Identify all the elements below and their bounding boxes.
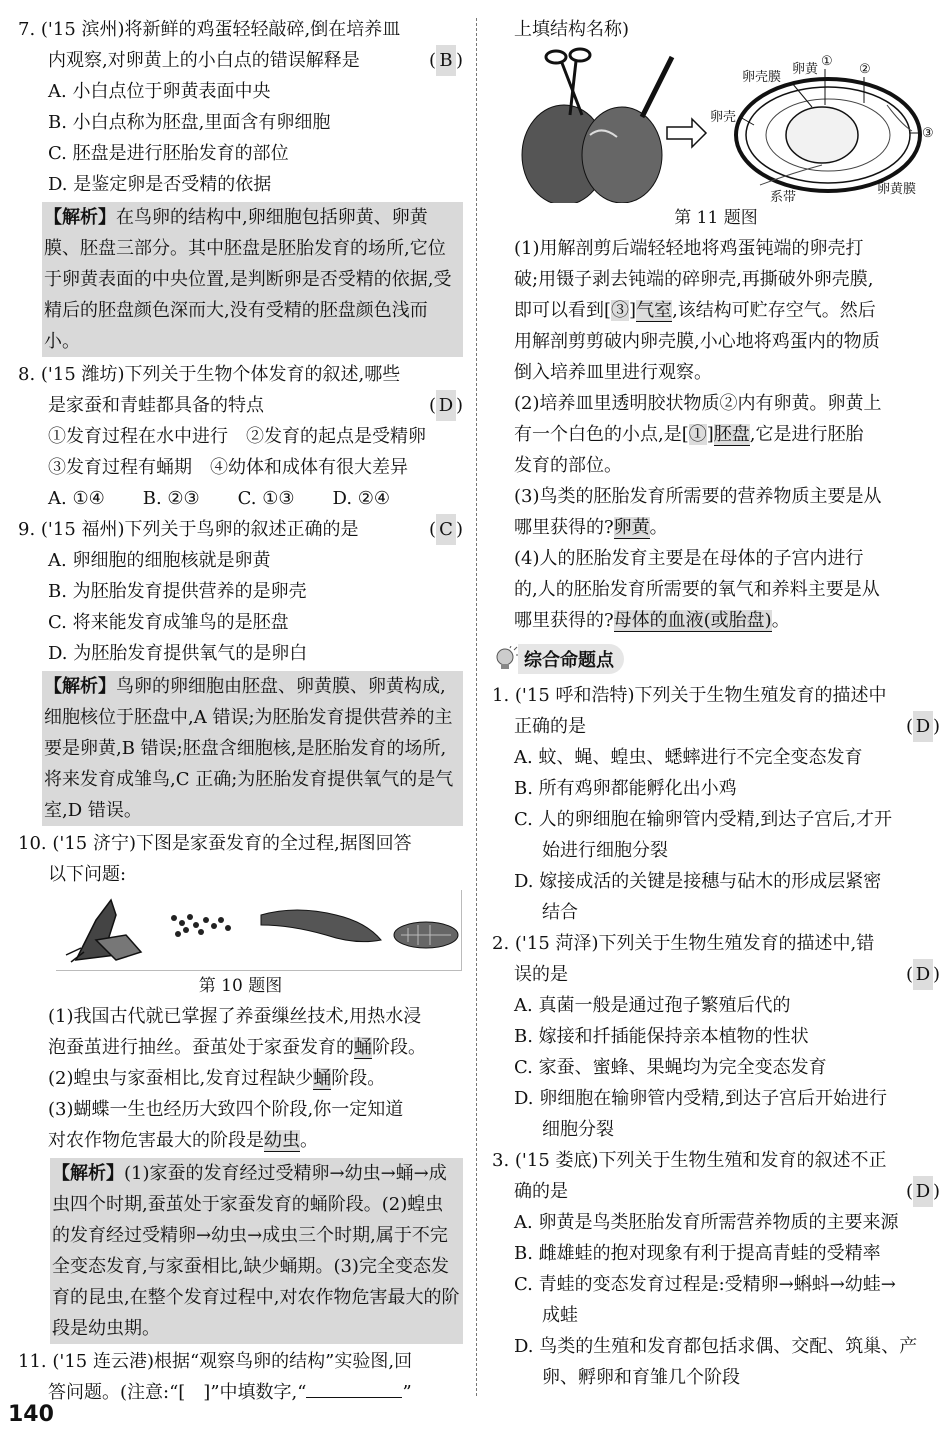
c3-stem-line2: 确的是 <box>514 1181 568 1202</box>
section-header <box>492 642 940 676</box>
q11-stem-line1: 11. ('15 连云港)根据“观察鸟卵的结构”实验图,回 <box>18 1351 413 1372</box>
c2-stem-line2: 误的是 <box>514 964 568 985</box>
q11-p1-line4: 用解剖剪剪破内卵壳膜,小心地将鸡蛋内的物质 <box>514 331 880 352</box>
c3-option-d1: D. 鸟类的生殖和发育都包括求偶、交配、筑巢、产 <box>514 1336 918 1357</box>
question-10 <box>18 828 463 1344</box>
q11-stem-line2: 答问题。(注意:“[ ]”中填数字,“ <box>48 1382 307 1403</box>
q9-answer: C <box>436 514 456 545</box>
c3-stem-line1: 3. ('15 娄底)下列关于生物生殖和发育的叙述不正 <box>492 1150 887 1171</box>
c1-stem-line1: 1. ('15 呼和浩特)下列关于生物生殖发育的描述中 <box>492 685 887 706</box>
larva-icon <box>261 910 381 942</box>
combined-question-2: 2. ('15 菏泽)下列关于生物生殖发育的描述中,错 误的是 ( D ) A. 真菌一般是通过孢子繁殖后代的 B. 嫁接和扦插能保持亲本植物的性状 C. 家蚕、蜜蜂、果蝇均为完全变态发育 D. 卵细胞在输卵管内受精,到达子宫后开始进行 细胞分裂 <box>492 928 940 1145</box>
q10-p1-line1: (1)我国古代就已掌握了养蚕缫丝技术,用热水浸 <box>48 1006 422 1027</box>
c2-option-d2: 细胞分裂 <box>542 1119 614 1140</box>
c1-option-b: B. 所有鸡卵都能孵化出小鸡 <box>514 778 737 799</box>
q11-p2-line2b: ,它是进行胚胎 <box>749 424 864 445</box>
question-11 <box>18 1346 463 1408</box>
c2-stem-line1: 2. ('15 菏泽)下列关于生物生殖发育的描述中,错 <box>492 933 875 954</box>
label-chalaza: 系带 <box>770 190 797 203</box>
q11-p4-end: 。 <box>771 610 790 631</box>
q11-stem-cont: 上填结构名称) <box>514 19 630 40</box>
c3-option-c2: 成蛙 <box>542 1305 578 1326</box>
c3-option-a: A. 卵黄是鸟类胚胎发育所需营养物质的主要来源 <box>514 1212 899 1233</box>
q8-option-c: C. ①③ <box>237 488 295 509</box>
explain-label: 【解析】 <box>44 207 116 228</box>
q11-p2-line3: 发育的部位。 <box>514 455 622 476</box>
egg-structure-figure <box>492 45 940 203</box>
c2-option-b: B. 嫁接和扦插能保持亲本植物的性状 <box>514 1026 809 1047</box>
q9-stem: 9. ('15 福州)下列关于鸟卵的叙述正确的是 <box>18 519 359 540</box>
egg-cross-section <box>736 79 920 191</box>
c1-option-d2: 结合 <box>542 902 578 923</box>
page-number: 140 <box>8 1402 54 1427</box>
q7-option-d: D. 是鉴定卵是否受精的依据 <box>48 174 272 195</box>
q10-explain-text: (1)家蚕的发育经过受精卵→幼虫→蛹→成虫四个时期,蚕茧处于家蚕发育的蛹阶段。(2)蝗虫的发育经过受精卵→幼虫→成虫三个时期,属于不完全变态发育,与家蚕相比,缺少蛹期。(3)完全变态发育的昆虫,在整个发育过程中,对农作物危害最大的阶段是幼虫期。 <box>52 1163 460 1339</box>
q9-option-d: D. 为胚胎发育提供氧气的是卵白 <box>48 643 308 664</box>
silkworm-lifecycle-image <box>56 890 461 970</box>
q11-p1-line1: (1)用解剖剪后端轻轻地将鸡蛋钝端的卵壳打 <box>514 238 864 259</box>
q7-option-b: B. 小白点称为胚盘,里面含有卵细胞 <box>48 112 331 133</box>
q11-p4-line1: (4)人的胚胎发育主要是在母体的子宫内进行 <box>514 548 864 569</box>
q10-caption: 第 10 题图 <box>198 976 283 996</box>
q8-answer: D <box>436 390 456 421</box>
q10-p3-line2: 对农作物危害最大的阶段是 <box>48 1130 264 1151</box>
c3-answer: D <box>913 1176 933 1207</box>
label-n3: ③ <box>922 126 934 141</box>
c3-option-b: B. 雌雄蛙的抱对现象有利于提高青蛙的受精率 <box>514 1243 881 1264</box>
c3-option-d2: 卵、孵卵和育雏几个阶段 <box>542 1367 740 1388</box>
q11-caption: 第 11 题图 <box>674 208 758 228</box>
q11-p1-num: ③ <box>611 300 630 321</box>
q10-explanation <box>50 1158 463 1344</box>
q8-option-d: D. ②④ <box>332 488 391 509</box>
q8-stem-line1: 8. ('15 潍坊)下列关于生物个体发育的叙述,哪些 <box>18 364 401 385</box>
q11-p1-answer: 气室 <box>636 300 673 321</box>
q11-p4-line3: 哪里获得的? <box>514 610 614 631</box>
silkworm-figure <box>56 890 462 971</box>
q11-p2-num: ① <box>688 424 707 445</box>
egg-dissection-image <box>492 45 940 203</box>
q10-p2-answer: 蛹 <box>313 1068 332 1089</box>
q11-p3-line1: (3)鸟类的胚胎发育所需要的营养物质主要是从 <box>514 486 882 507</box>
label-shell: 卵壳 <box>710 110 737 125</box>
q9-option-b: B. 为胚胎发育提供营养的是卵壳 <box>48 581 307 602</box>
c1-option-c1: C. 人的卵细胞在输卵管内受精,到达子宫后,才开 <box>514 809 893 830</box>
q11-p4-line2: 的,人的胚胎发育所需要的氧气和养料主要是从 <box>514 579 880 600</box>
q8-stem-line2: 是家蚕和青蛙都具备的特点 <box>48 395 264 416</box>
c2-option-a: A. 真菌一般是通过孢子繁殖后代的 <box>514 995 791 1016</box>
q11-p3-answer: 卵黄 <box>613 517 650 538</box>
q10-p3-answer: 幼虫 <box>264 1130 300 1151</box>
q7-stem-line2: 内观察,对卵黄上的小白点的错误解释是 <box>48 50 360 71</box>
egg-shell-icon <box>522 105 662 203</box>
q11-p1-line3a: 即可以看到[ <box>514 300 612 321</box>
q9-option-a: A. 卵细胞的细胞核就是卵黄 <box>48 550 271 571</box>
section-title: 综合命题点 <box>518 644 624 674</box>
q9-option-c: C. 将来能发育成雏鸟的是胚盘 <box>48 612 289 633</box>
q11-p2-line1: (2)培养皿里透明胶状物质②内有卵黄。卵黄上 <box>514 393 882 414</box>
q10-stem-line2: 以下问题: <box>48 864 127 885</box>
c1-option-a: A. 蚊、蝇、蝗虫、蟋蟀进行不完全变态发育 <box>514 747 863 768</box>
eggs-icon <box>171 914 231 937</box>
label-yolk: 卵黄 <box>792 62 819 77</box>
arrow-icon <box>667 119 706 147</box>
explain-label: 【解析】 <box>52 1163 124 1184</box>
pupa-icon <box>394 922 458 948</box>
c1-option-d1: D. 嫁接成活的关键是接穗与砧木的形成层紧密 <box>514 871 882 892</box>
label-yolk-membrane: 卵黄膜 <box>877 182 917 197</box>
left-column <box>18 14 463 1408</box>
q11-p4-answer: 母体的血液(或胎盘) <box>613 610 772 631</box>
moth-icon <box>66 900 141 962</box>
label-n1: ① <box>821 54 833 69</box>
section-bulb-icon <box>492 646 518 672</box>
q11-p1-line3b: ,该结构可贮存空气。然后 <box>672 300 876 321</box>
forceps-icon <box>642 57 672 117</box>
q7-option-c: C. 胚盘是进行胚胎发育的部位 <box>48 143 289 164</box>
q7-explanation <box>42 202 463 357</box>
q11-p1-bracket: ] <box>629 300 637 321</box>
q10-stem-line1: 10. ('15 济宁)下图是家蚕发育的全过程,据图回答 <box>18 833 412 854</box>
q10-p3-line1: (3)蝴蝶一生也经历大致四个阶段,你一定知道 <box>48 1099 404 1120</box>
q10-p1-end: 阶段。 <box>372 1037 426 1058</box>
c3-option-c1: C. 青蛙的变态发育过程是:受精卵→蝌蚪→幼蛙→ <box>514 1274 896 1295</box>
q10-p3-end: 。 <box>300 1130 318 1151</box>
column-divider <box>476 18 477 1396</box>
right-column <box>492 14 940 1393</box>
q8-items-2: ③发育过程有蛹期 ④幼体和成体有很大差异 <box>48 457 408 478</box>
q10-p2-text: (2)蝗虫与家蚕相比,发育过程缺少 <box>48 1068 314 1089</box>
q11-p1-line5: 倒入培养皿里进行观察。 <box>514 362 712 383</box>
q8-option-a: A. ①④ <box>48 488 105 509</box>
q7-explain-text: 在鸟卵的结构中,卵细胞包括卵黄、卵黄膜、胚盘三部分。其中胚盘是胚胎发育的场所,它位于卵黄表面的中央位置,是判断卵是否受精的依据,受精后的胚盘颜色深而大,没有受精的胚盘颜色浅而小。 <box>44 207 452 352</box>
q8-items-1: ①发育过程在水中进行 ②发育的起点是受精卵 <box>48 426 426 447</box>
c2-option-d1: D. 卵细胞在输卵管内受精,到达子宫后开始进行 <box>514 1088 887 1109</box>
c1-answer: D <box>913 711 933 742</box>
label-shell-membrane: 卵壳膜 <box>742 70 782 85</box>
combined-question-1: 1. ('15 呼和浩特)下列关于生物生殖发育的描述中 正确的是 ( D ) A. 蚊、蝇、蝗虫、蟋蟀进行不完全变态发育 B. 所有鸡卵都能孵化出小鸡 C. 人的卵细胞在输卵管内受精,到达子宫后,才开 始进行细胞分裂 D. 嫁接成活的关键是接穗与砧木的形成层紧密 结合 <box>492 680 940 928</box>
c2-option-c: C. 家蚕、蜜蜂、果蝇均为完全变态发育 <box>514 1057 827 1078</box>
q11-p2-line2a: 有一个白色的小点,是[ <box>514 424 689 445</box>
q11-p2-answer: 胚盘 <box>713 424 750 445</box>
q10-p2-end: 阶段。 <box>331 1068 386 1089</box>
q11-p3-line2: 哪里获得的? <box>514 517 614 538</box>
q9-explanation <box>42 671 463 826</box>
question-7: 7. ('15 滨州)将新鲜的鸡蛋轻轻敲碎,倒在培养皿 内观察,对卵黄上的小白点的错误解释是 ( B ) A. 小白点位于卵黄表面中央 B. 小白点称为胚盘,里面含有卵细胞 C. 胚盘是进行胚胎发育的部位 D. 是鉴定卵是否受精的依据 【解析】在鸟卵的结构中,卵细胞包括卵黄、卵黄膜、胚盘三部分。其中胚盘是胚胎发育的场所,它位于卵黄表面的中央位置,是判断卵是否受精的依据,受精后的胚盘颜色深而大,没有受精的胚盘颜色浅而小。 <box>18 14 463 357</box>
q7-stem-line1: 7. ('15 滨州)将新鲜的鸡蛋轻轻敲碎,倒在培养皿 <box>18 19 401 40</box>
q11-p3-end: 。 <box>649 517 668 538</box>
q8-option-b: B. ②③ <box>142 488 200 509</box>
c1-stem-line2: 正确的是 <box>514 716 586 737</box>
q11-p2-bracket: ] <box>706 424 714 445</box>
question-8: 8. ('15 潍坊)下列关于生物个体发育的叙述,哪些 是家蚕和青蛙都具备的特点 ( D ) ①发育过程在水中进行 ②发育的起点是受精卵 ③发育过程有蛹期 ④幼体和成体有很大差异 A. ①④ B. ②③ C. ①③ D. ②④ <box>18 359 463 514</box>
q11-p1-line2: 破;用镊子剥去钝端的碎卵壳,再撕破外卵壳膜, <box>514 269 874 290</box>
c1-option-c2: 始进行细胞分裂 <box>542 840 668 861</box>
explain-label: 【解析】 <box>44 676 116 697</box>
label-n2: ② <box>859 62 871 77</box>
q11-stem-line2-end: ” <box>402 1382 412 1403</box>
q9-explain-text: 鸟卵的卵细胞由胚盘、卵黄膜、卵黄构成,细胞核位于胚盘中,A 错误;为胚胎发育提供营养的主要是卵黄,B 错误;胚盘含细胞核,是胚胎发育的场所,将来发育成雏鸟,C 正确;为胚胎发育提供氧气的是气室,D 错误。 <box>44 676 454 821</box>
c2-answer: D <box>913 959 933 990</box>
question-9: 9. ('15 福州)下列关于鸟卵的叙述正确的是 ( C ) A. 卵细胞的细胞核就是卵黄 B. 为胚胎发育提供营养的是卵壳 C. 将来能发育成雏鸟的是胚盘 D. 为胚胎发育提供氧气的是卵白 【解析】鸟卵的卵细胞由胚盘、卵黄膜、卵黄构成,细胞核位于胚盘中,A 错误;为胚胎发育提供营养的主要是卵黄,B 错误;胚盘含细胞核,是胚胎发育的场所,将来发育成雏鸟,C 正确;为胚胎发育提供氧气的是气室,D 错误。 <box>18 514 463 826</box>
q10-p1-line2: 泡蚕茧进行抽丝。蚕茧处于家蚕发育的 <box>48 1037 354 1058</box>
q7-answer: B <box>436 45 456 76</box>
q7-option-a: A. 小白点位于卵黄表面中央 <box>48 81 271 102</box>
q11-blank-line <box>306 1379 402 1398</box>
combined-question-3: 3. ('15 娄底)下列关于生物生殖和发育的叙述不正 确的是 ( D ) A. 卵黄是鸟类胚胎发育所需营养物质的主要来源 B. 雌雄蛙的抱对现象有利于提高青蛙的受精率 C. 青蛙的变态发育过程是:受精卵→蝌蚪→幼蛙→ 成蛙 D. 鸟类的生殖和发育都包括求偶、交配、筑巢、产 卵、孵卵和育雏几个阶段 <box>492 1145 940 1393</box>
q10-p1-answer: 蛹 <box>354 1037 372 1058</box>
